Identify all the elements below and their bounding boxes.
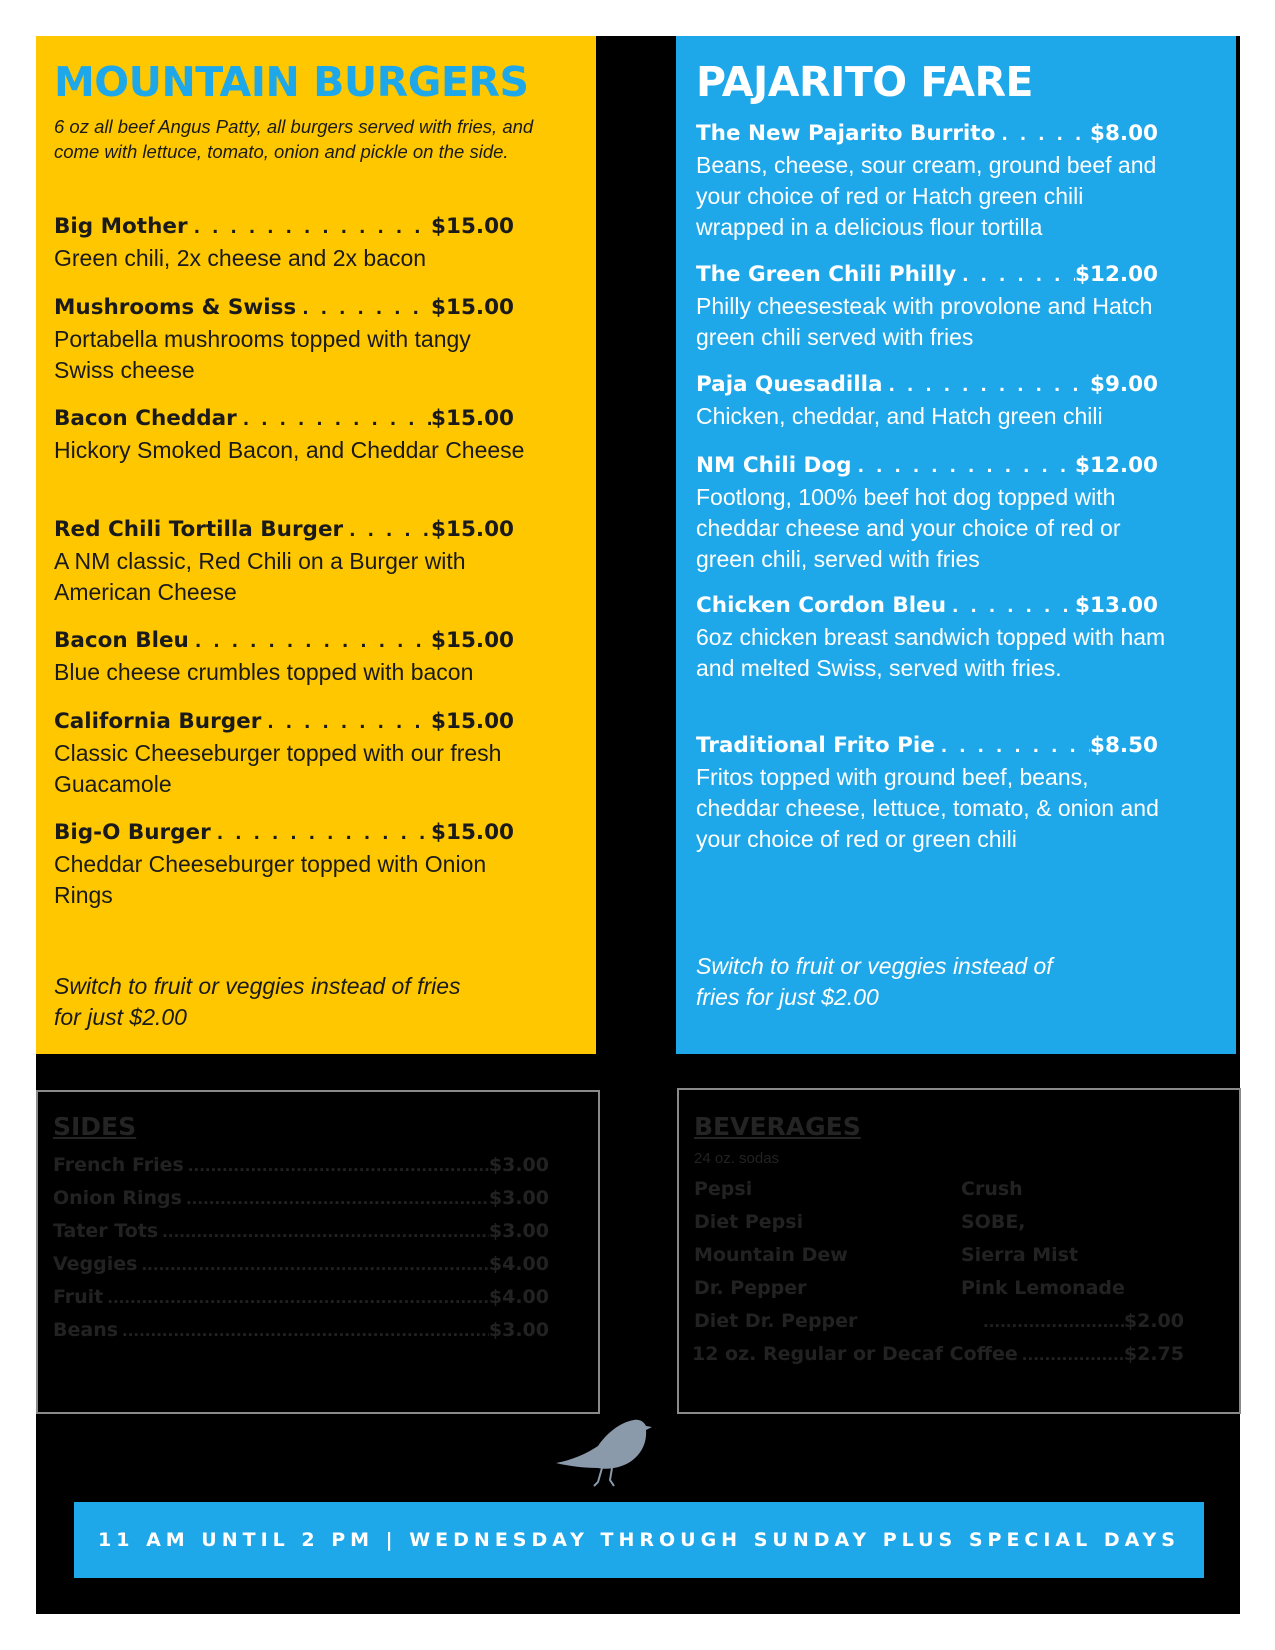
item-description: Beans, cheese, sour cream, ground beef and your choice of red or Hatch green chili wrapped in a delicious flour tortilla	[696, 152, 1157, 240]
menu-item	[696, 262, 1158, 353]
dot-leader	[946, 597, 1075, 617]
menu-item	[696, 121, 1158, 243]
dot-leader	[184, 1157, 489, 1175]
item-name: The New Pajarito Burrito	[696, 121, 996, 146]
side-name: Veggies	[53, 1253, 138, 1275]
dot-leader	[296, 299, 431, 319]
sides-title: SIDES	[53, 1112, 137, 1141]
beverage-item: Diet Pepsi	[694, 1211, 804, 1233]
beverage-item: Sierra Mist	[961, 1244, 1079, 1266]
item-name: Paja Quesadilla	[696, 372, 883, 397]
side-name: Fruit	[53, 1286, 104, 1308]
item-name: Red Chili Tortilla Burger	[54, 517, 344, 542]
menu-page	[36, 36, 1240, 1614]
beverage-item: Pepsi	[694, 1178, 753, 1200]
pajarito-fare-panel	[676, 36, 1236, 1054]
soda-price: $2.00	[1123, 1310, 1184, 1332]
dot-leader	[237, 410, 431, 430]
side-item	[53, 1154, 549, 1176]
beverage-item: Pink Lemonade	[961, 1277, 1125, 1299]
side-name: Tater Tots	[53, 1220, 159, 1242]
item-name: Chicken Cordon Bleu	[696, 593, 947, 618]
item-description: Portabella mushrooms topped with tangy Swiss cheese	[54, 326, 471, 383]
side-name: French Fries	[53, 1154, 184, 1176]
side-item	[53, 1319, 549, 1341]
dot-leader	[189, 632, 431, 652]
menu-item	[696, 593, 1166, 684]
item-price: $12.00	[1075, 262, 1158, 287]
side-price: $4.00	[488, 1253, 549, 1275]
hours-banner	[74, 1502, 1204, 1578]
item-name: NM Chili Dog	[696, 453, 852, 478]
dot-leader	[137, 1256, 488, 1274]
coffee-row	[692, 1343, 1184, 1365]
item-name: Big Mother	[54, 214, 188, 239]
dot-leader	[211, 824, 431, 844]
item-price: $15.00	[431, 628, 514, 653]
item-name: Mushrooms & Swiss	[54, 295, 297, 320]
dot-leader	[935, 737, 1090, 757]
item-description: 6oz chicken breast sandwich topped with ham and melted Swiss, served with fries.	[696, 624, 1166, 681]
dot-leader	[852, 457, 1075, 477]
item-name: Bacon Bleu	[54, 628, 189, 653]
soda-size-note: 24 oz. sodas	[694, 1150, 780, 1167]
burgers-subtitle: 6 oz all beef Angus Patty, all burgers served with fries, and come with lettuce, tomato, onion and pickle on the side.	[54, 116, 534, 162]
substitution-note: Switch to fruit or veggies instead of fries for just $2.00	[54, 973, 461, 1030]
sides-panel	[36, 1090, 600, 1414]
menu-item	[696, 733, 1158, 855]
item-price: $15.00	[431, 517, 514, 542]
dot-leader	[261, 713, 431, 733]
side-price: $3.00	[488, 1187, 549, 1209]
item-description: Philly cheesesteak with provolone and Hatch green chili served with fries	[696, 293, 1153, 350]
side-price: $3.00	[488, 1154, 549, 1176]
item-description: Green chili, 2x cheese and 2x bacon	[54, 245, 427, 271]
item-price: $13.00	[1075, 593, 1158, 618]
item-price: $9.00	[1089, 372, 1158, 397]
dot-leader	[343, 521, 431, 541]
item-name: The Green Chili Philly	[696, 262, 957, 287]
dot-leader	[182, 1190, 489, 1208]
coffee-label: 12 oz. Regular or Decaf Coffee	[692, 1343, 1018, 1365]
substitution-note: Switch to fruit or veggies instead of fries for just $2.00	[696, 953, 1053, 1010]
item-price: $15.00	[431, 295, 514, 320]
side-name: Beans	[53, 1319, 119, 1341]
soda-price-row	[979, 1310, 1184, 1332]
item-description: A NM classic, Red Chili on a Burger with American Cheese	[54, 548, 466, 605]
side-price: $4.00	[488, 1286, 549, 1308]
beverage-item: Dr. Pepper	[694, 1277, 807, 1299]
item-price: $15.00	[431, 820, 514, 845]
dot-leader	[118, 1322, 489, 1340]
item-description: Fritos topped with ground beef, beans, cheddar cheese, lettuce, tomato, & onion and your choice of red or green chili	[696, 764, 1159, 852]
burgers-title: MOUNTAIN BURGERS	[54, 58, 529, 106]
beverages-title: BEVERAGES	[694, 1112, 861, 1141]
item-description: Chicken, cheddar, and Hatch green chili	[696, 403, 1103, 429]
pajarito-title: PAJARITO FARE	[696, 58, 1034, 106]
side-item	[53, 1187, 549, 1209]
beverage-item: Mountain Dew	[694, 1244, 848, 1266]
coffee-price: $2.75	[1123, 1343, 1184, 1365]
dot-leader	[995, 125, 1090, 145]
menu-item	[54, 517, 514, 608]
bird-icon	[554, 1416, 654, 1490]
item-description: Hickory Smoked Bacon, and Cheddar Cheese	[54, 437, 525, 463]
side-item	[53, 1220, 549, 1242]
menu-item	[54, 406, 525, 466]
beverage-item: Diet Dr. Pepper	[694, 1310, 858, 1332]
mountain-burgers-panel	[36, 36, 596, 1054]
beverages-panel	[677, 1088, 1241, 1414]
side-price: $3.00	[488, 1319, 549, 1341]
menu-item	[54, 214, 514, 274]
beverage-item: SOBE,	[961, 1211, 1026, 1233]
dot-leader	[1018, 1346, 1124, 1364]
item-description: Classic Cheeseburger topped with our fresh Guacamole	[54, 740, 502, 797]
menu-item	[54, 628, 514, 688]
side-item	[53, 1286, 549, 1308]
side-item	[53, 1253, 549, 1275]
item-price: $8.00	[1089, 121, 1158, 146]
dot-leader	[103, 1289, 489, 1307]
item-price: $15.00	[431, 709, 514, 734]
dot-leader	[956, 266, 1075, 286]
item-description: Footlong, 100% beef hot dog topped with cheddar cheese and your choice of red or green chili, served with fries	[696, 484, 1121, 572]
item-name: Bacon Cheddar	[54, 406, 237, 431]
dot-leader	[158, 1223, 489, 1241]
dot-leader	[188, 218, 431, 238]
menu-item	[54, 295, 514, 386]
item-price: $15.00	[431, 214, 514, 239]
item-description: Cheddar Cheeseburger topped with Onion Rings	[54, 851, 487, 908]
side-name: Onion Rings	[53, 1187, 182, 1209]
item-name: Traditional Frito Pie	[696, 733, 935, 758]
dot-leader	[883, 376, 1090, 396]
side-price: $3.00	[488, 1220, 549, 1242]
hours-text: 11 AM UNTIL 2 PM | WEDNESDAY THROUGH SUNDAY PLUS SPECIAL DAYS	[98, 1529, 1180, 1551]
item-description: Blue cheese crumbles topped with bacon	[54, 659, 474, 685]
item-name: Big-O Burger	[54, 820, 211, 845]
beverage-item: Crush	[961, 1178, 1023, 1200]
menu-item	[54, 820, 514, 911]
dot-leader	[979, 1313, 1124, 1331]
menu-item	[696, 453, 1158, 575]
menu-item	[54, 709, 514, 800]
item-price: $8.50	[1089, 733, 1158, 758]
item-name: California Burger	[54, 709, 262, 734]
item-price: $15.00	[431, 406, 514, 431]
menu-item	[696, 372, 1158, 432]
item-price: $12.00	[1075, 453, 1158, 478]
